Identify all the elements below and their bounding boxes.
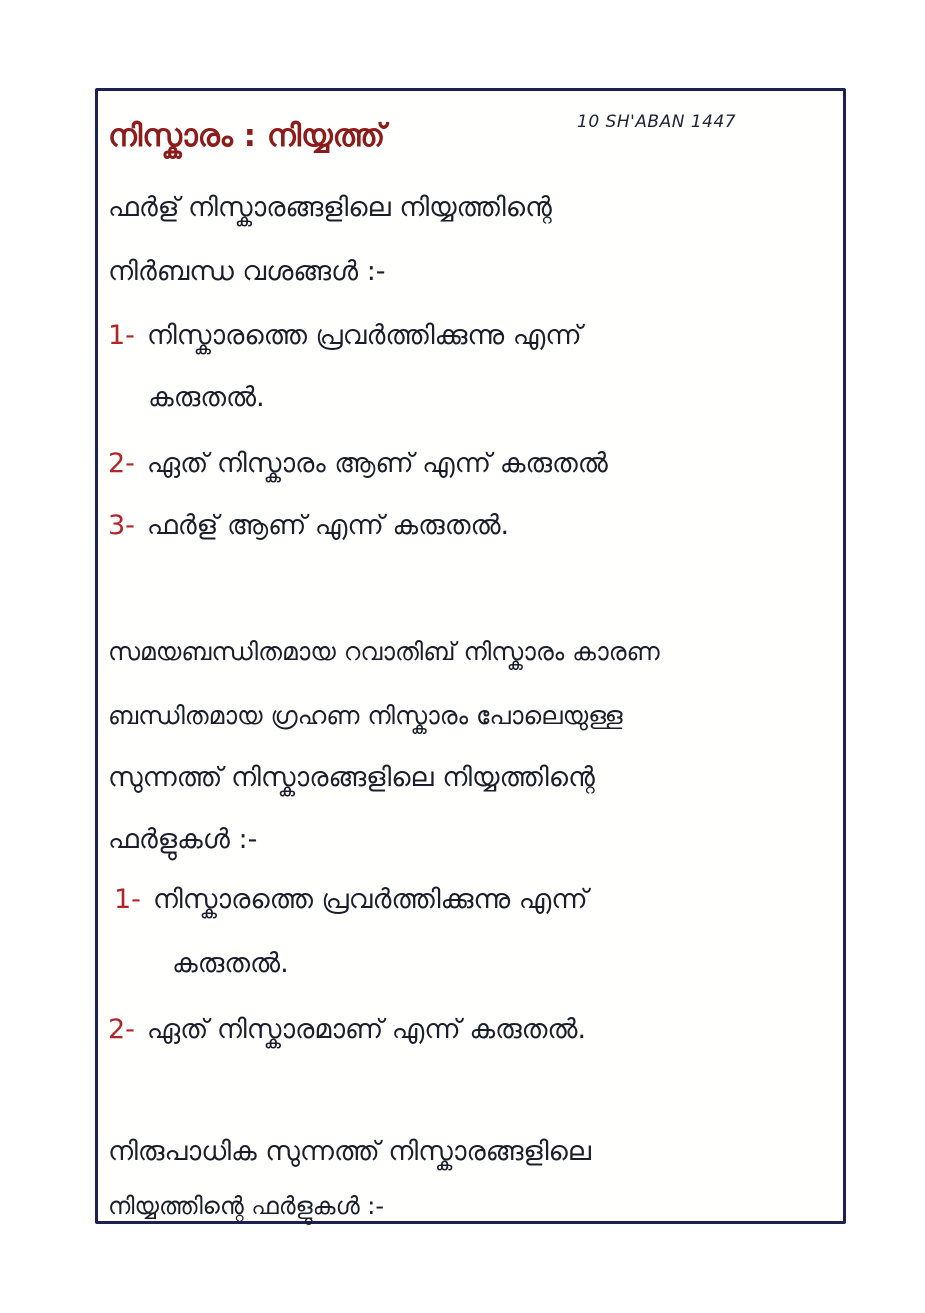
- item-text: ഏത് നിസ്കാരമാണ് എന്ന് കരുതൽ.: [146, 1014, 587, 1045]
- item-text: നിസ്കാരത്തെ പ്രവർത്തിക്കുന്നു എന്ന്: [146, 320, 582, 351]
- section1-item-1-cont: കരുതൽ.: [148, 382, 265, 413]
- section2-heading-line4: ഫർളുകൾ :-: [108, 824, 258, 855]
- section3-heading-line2: നിയ്യത്തിന്റെ ഫർളുകൾ :-: [108, 1192, 385, 1220]
- item-number: 1-: [108, 320, 135, 351]
- section3-heading-line1: നിരുപാധിക സുന്നത്ത് നിസ്കാരങ്ങളിലെ: [108, 1136, 591, 1167]
- section2-heading-line2: ബന്ധിതമായ ഗ്രഹണ നിസ്കാരം പോലെയുള്ള: [108, 701, 623, 730]
- section1-item-1: [108, 316, 582, 356]
- section2-heading-line3: സുന്നത്ത് നിസ്കാരങ്ങളിലെ നിയ്യത്തിന്റെ: [108, 762, 595, 793]
- item-number: 2-: [108, 448, 135, 479]
- section1-item-2: [108, 444, 608, 484]
- item-text: നിസ്കാരത്തെ പ്രവർത്തിക്കുന്നു എന്ന്: [152, 884, 588, 915]
- page-title: നിസ്കാരം : നിയ്യത്ത്: [108, 118, 386, 154]
- item-text: ഏത് നിസ്കാരം ആണ് എന്ന് കരുതൽ: [146, 448, 608, 479]
- section2-item-1-cont: കരുതൽ.: [172, 948, 289, 979]
- section2-item-2: [108, 1010, 586, 1050]
- date-label: 10 SH'ABAN 1447: [577, 112, 737, 132]
- item-number: 2-: [108, 1014, 135, 1045]
- item-number: 3-: [108, 510, 135, 541]
- section1-heading-line1: ഫർള് നിസ്കാരങ്ങളിലെ നിയ്യത്തിന്റെ: [108, 192, 552, 223]
- section1-heading-line2: നിർബന്ധ വശങ്ങൾ :-: [108, 256, 386, 287]
- item-text: ഫർള് ആണ് എന്ന് കരുതൽ.: [146, 510, 510, 541]
- section2-item-1: [114, 880, 588, 920]
- section1-item-3: [108, 506, 509, 546]
- item-number: 1-: [114, 884, 141, 915]
- section2-heading-line1: സമയബന്ധിതമായ റവാതിബ് നിസ്കാരം കാരണ: [108, 637, 660, 666]
